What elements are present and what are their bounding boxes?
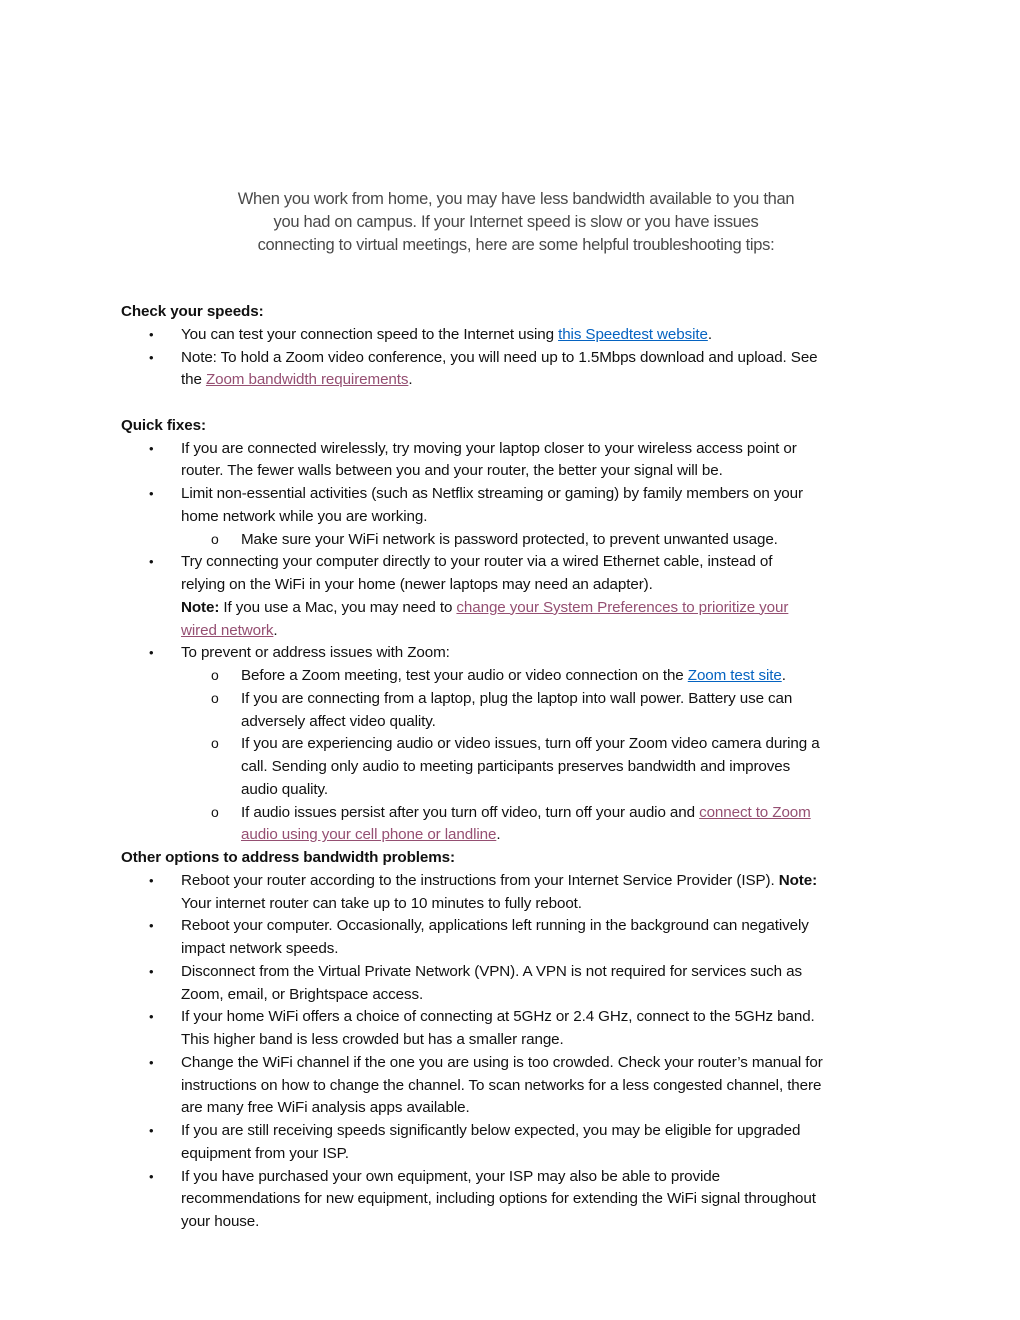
bullet-icon: •: [149, 349, 154, 365]
note-label: Note:: [181, 598, 220, 616]
text: router. The fewer walls between you and your router, the better your signal will be.: [181, 462, 723, 480]
bullet-icon: •: [149, 554, 154, 570]
text: .: [781, 667, 786, 684]
intro-line: you had on campus. If your Internet speed is slow or you have issues: [273, 213, 759, 231]
list-item: [121, 642, 823, 665]
text: If you are connected wirelessly, try moving your laptop closer to your wireless access point or: [181, 439, 797, 457]
list-item: [121, 961, 823, 1007]
document-body: [121, 301, 823, 1234]
text: Disconnect from the Virtual Private Network (VPN). A VPN is not required for services such as: [181, 962, 802, 980]
list-item: [121, 1052, 823, 1120]
text: .: [273, 621, 278, 639]
text: If you have purchased your own equipment, your ISP may also be able to provide: [181, 1167, 720, 1185]
sub-list-item: [121, 529, 823, 552]
text: If your home WiFi offers a choice of connecting at 5GHz or 2.4 GHz, connect to the 5GHz band.: [181, 1008, 815, 1026]
circle-bullet-icon: o: [211, 803, 219, 820]
circle-bullet-icon: o: [211, 530, 219, 547]
text: This higher band is less crowded but has a smaller range.: [181, 1031, 564, 1048]
text: audio quality.: [241, 780, 328, 798]
intro-paragraph: [0, 188, 1020, 257]
bullet-icon: •: [149, 1123, 154, 1138]
section-heading-check-speeds: Check your speeds:: [121, 303, 264, 320]
text: call. Sending only audio to meeting participants preserves bandwidth and improves: [241, 758, 791, 775]
bullet-icon: •: [149, 326, 154, 342]
note-label: Note:: [778, 871, 818, 889]
list-item: [121, 551, 823, 642]
section-heading-quick-fixes: Quick fixes:: [121, 416, 206, 434]
text: If you are connecting from a laptop, plug the laptop into wall power. Battery use can: [241, 689, 793, 707]
text: adversely affect video quality.: [241, 712, 436, 730]
text: recommendations for new equipment, including options for extending the WiFi signal throughout: [181, 1190, 816, 1208]
bullet-icon: •: [149, 872, 154, 888]
text: If you use a Mac, you may need to: [219, 598, 457, 616]
sub-list-item: [121, 665, 823, 688]
list-item: [121, 438, 823, 484]
bullet-icon: •: [149, 918, 154, 934]
text: instructions on how to change the channel. To scan networks for a less congested channel, there: [181, 1076, 822, 1094]
list-item: [121, 1006, 823, 1052]
text: Before a Zoom meeting, test your audio or video connection on the: [241, 667, 688, 684]
bullet-icon: •: [149, 1009, 154, 1025]
circle-bullet-icon: o: [211, 689, 219, 706]
text: .: [496, 826, 501, 844]
text: You can test your connection speed to the Internet using: [181, 325, 559, 343]
text: the: [181, 371, 206, 389]
text: equipment from your ISP.: [181, 1144, 349, 1162]
text: Note: To hold a Zoom video conference, you will need up to 1.5Mbps download and upload. See: [181, 348, 818, 366]
text: Try connecting your computer directly to your router via a wired Ethernet cable, instead of: [181, 553, 773, 571]
text: Limit non-essential activities (such as Netflix streaming or gaming) by family members on your: [181, 485, 803, 502]
circle-bullet-icon: o: [211, 667, 219, 683]
list-item: [121, 324, 823, 347]
bullet-icon: •: [149, 645, 154, 661]
text: Reboot your router according to the instructions from your Internet Service Provider (ISP).: [181, 871, 779, 889]
intro-line: When you work from home, you may have less bandwidth available to you than: [237, 190, 795, 208]
list-item: [121, 870, 823, 916]
bullet-icon: •: [149, 486, 154, 501]
zoom-test-site-link[interactable]: Zoom test site: [687, 667, 782, 684]
list-item: [121, 1166, 823, 1234]
zoom-phone-audio-link-cont[interactable]: audio using your cell phone or landline: [241, 826, 497, 844]
text: .: [408, 371, 413, 389]
sub-list-item: [121, 802, 823, 848]
text: Zoom, email, or Brightspace access.: [181, 985, 424, 1003]
list-item: [121, 1120, 823, 1166]
list-item: [121, 483, 823, 529]
text: Your internet router can take up to 10 minutes to fully reboot.: [181, 894, 582, 912]
system-preferences-link-cont[interactable]: wired network: [181, 621, 274, 639]
text: your house.: [181, 1213, 260, 1230]
text: Change the WiFi channel if the one you are using is too crowded. Check your router’s manual for: [181, 1053, 823, 1071]
bullet-icon: •: [149, 440, 154, 456]
text: To prevent or address issues with Zoom:: [181, 644, 450, 662]
list-item: [121, 347, 823, 393]
text: If you are still receiving speeds significantly below expected, you may be eligible for upgraded: [181, 1122, 801, 1139]
bullet-icon: •: [149, 1054, 154, 1070]
text: home network while you are working.: [181, 507, 428, 525]
intro-line: connecting to virtual meetings, here are some helpful troubleshooting tips:: [257, 236, 775, 254]
text: relying on the WiFi in your home (newer laptops may need an adapter).: [181, 576, 653, 593]
system-preferences-link[interactable]: change your System Preferences to prioritize your: [456, 598, 789, 616]
text: are many free WiFi analysis apps available.: [181, 1099, 470, 1117]
section-heading-other-options: Other options to address bandwidth problems:: [121, 849, 455, 866]
list-item: [121, 915, 823, 961]
sub-list-item: [121, 688, 823, 734]
text: If audio issues persist after you turn off video, turn off your audio and: [241, 803, 700, 821]
text: impact network speeds.: [181, 940, 339, 957]
text: Make sure your WiFi network is password protected, to prevent unwanted usage.: [241, 530, 778, 548]
text: If you are experiencing audio or video issues, turn off your Zoom video camera during a: [241, 735, 820, 753]
text: Reboot your computer. Occasionally, applications left running in the background can negatively: [181, 917, 809, 935]
circle-bullet-icon: o: [211, 735, 219, 752]
zoom-phone-audio-link[interactable]: connect to Zoom: [699, 803, 811, 821]
zoom-bandwidth-link[interactable]: Zoom bandwidth requirements: [205, 371, 409, 389]
sub-list-item: [121, 733, 823, 801]
speedtest-link[interactable]: this Speedtest website: [558, 325, 708, 343]
bullet-icon: •: [149, 963, 154, 979]
bullet-icon: •: [149, 1168, 154, 1184]
text: .: [707, 325, 712, 343]
